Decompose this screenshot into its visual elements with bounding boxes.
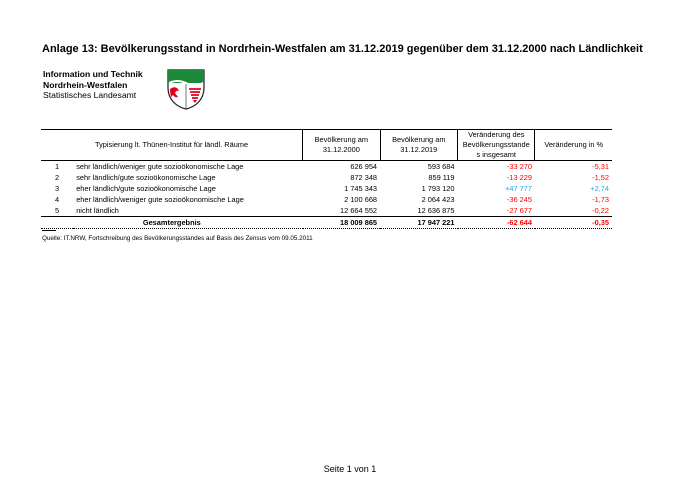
table-row bbox=[41, 172, 612, 183]
cell-pop2019: 12 636 875 bbox=[380, 205, 457, 217]
table-total-row bbox=[41, 217, 612, 229]
cell-pop2019: 1 793 120 bbox=[421, 184, 455, 193]
cell-change-abs: -13 229 bbox=[506, 173, 532, 182]
col-header-pop2000: Bevölkerung am 31.12.2000 bbox=[303, 130, 380, 161]
table-header-row bbox=[41, 130, 612, 161]
cell-change-abs: -33 270 bbox=[506, 162, 532, 171]
org-line-2: Nordrhein-Westfalen bbox=[43, 79, 128, 90]
col-header-change-pct: Veränderung in % bbox=[535, 130, 612, 161]
footnote-divider bbox=[42, 230, 56, 231]
org-line-3: Statistisches Landesamt bbox=[43, 90, 137, 100]
total-change-pct: -0,35 bbox=[535, 217, 612, 229]
cell-pop2000: 626 954 bbox=[350, 162, 378, 171]
row-number: 3 bbox=[55, 184, 60, 193]
row-number: 2 bbox=[55, 173, 60, 182]
col-header-type: Typisierung lt. Thünen-Institut für ländl. Räume bbox=[41, 130, 303, 161]
cell-pop2019: 859 119 bbox=[428, 173, 455, 182]
table-row bbox=[41, 194, 612, 205]
source-note: Quelle: IT.NRW, Fortschreibung des Bevölkerungsstandes auf Basis des Zensus vom 09.05.2011 bbox=[42, 235, 313, 242]
table-row bbox=[41, 183, 612, 194]
total-pop2019: 17 947 221 bbox=[380, 217, 457, 229]
row-label: eher ländlich/weniger gute sozioökonomische Lage bbox=[76, 195, 244, 204]
cell-change-abs: -36 245 bbox=[506, 195, 532, 204]
cell-change-abs: -27 677 bbox=[458, 205, 535, 217]
col-header-pop2019: Bevölkerung am 31.12.2019 bbox=[380, 130, 457, 161]
row-number: 1 bbox=[55, 162, 60, 171]
total-change-abs: -62 644 bbox=[458, 217, 535, 229]
org-name bbox=[43, 69, 143, 101]
org-line-1: Information und Technik bbox=[43, 69, 143, 79]
population-table bbox=[41, 129, 612, 229]
cell-pop2000: 2 100 668 bbox=[344, 195, 378, 204]
nrw-coat-of-arms-logo bbox=[163, 67, 209, 111]
row-label: nicht ländlich bbox=[73, 205, 302, 217]
cell-change-pct: -1,73 bbox=[592, 195, 609, 204]
cell-pop2019: 593 684 bbox=[427, 162, 455, 171]
row-label: sehr ländlich/weniger gute sozioökonomische Lage bbox=[76, 162, 244, 171]
col-header-change-abs: Veränderung des Bevölkerungsstande s insgesamt bbox=[458, 130, 535, 161]
cell-change-pct: +2,74 bbox=[590, 184, 609, 193]
table-row bbox=[41, 161, 612, 173]
cell-pop2000: 1 745 343 bbox=[344, 184, 378, 193]
cell-pop2000: 12 664 552 bbox=[303, 205, 380, 217]
cell-change-abs: +47 777 bbox=[505, 184, 532, 193]
row-number: 5 bbox=[41, 205, 73, 217]
cell-pop2000: 872 348 bbox=[350, 173, 378, 182]
table-row bbox=[41, 205, 612, 217]
cell-change-pct: -0,22 bbox=[535, 205, 612, 217]
page-title: Anlage 13: Bevölkerungsstand in Nordrhein-Westfalen am 31.12.2019 gegenüber dem 31.12.2000 nach Ländlichkeit bbox=[42, 43, 643, 55]
row-label: eher ländlich/gute sozioökonomische Lage bbox=[76, 184, 216, 193]
cell-change-pct: -5,31 bbox=[592, 162, 609, 171]
row-label: sehr ländlich/gute sozioökonomische Lage bbox=[76, 173, 216, 182]
cell-change-pct: -1,52 bbox=[592, 173, 609, 182]
page-number: Seite 1 von 1 bbox=[323, 464, 377, 474]
total-label: Gesamtergebnis bbox=[41, 217, 303, 229]
row-number: 4 bbox=[55, 195, 60, 204]
cell-pop2019: 2 064 423 bbox=[421, 195, 455, 204]
total-pop2000: 18 009 865 bbox=[303, 217, 380, 229]
